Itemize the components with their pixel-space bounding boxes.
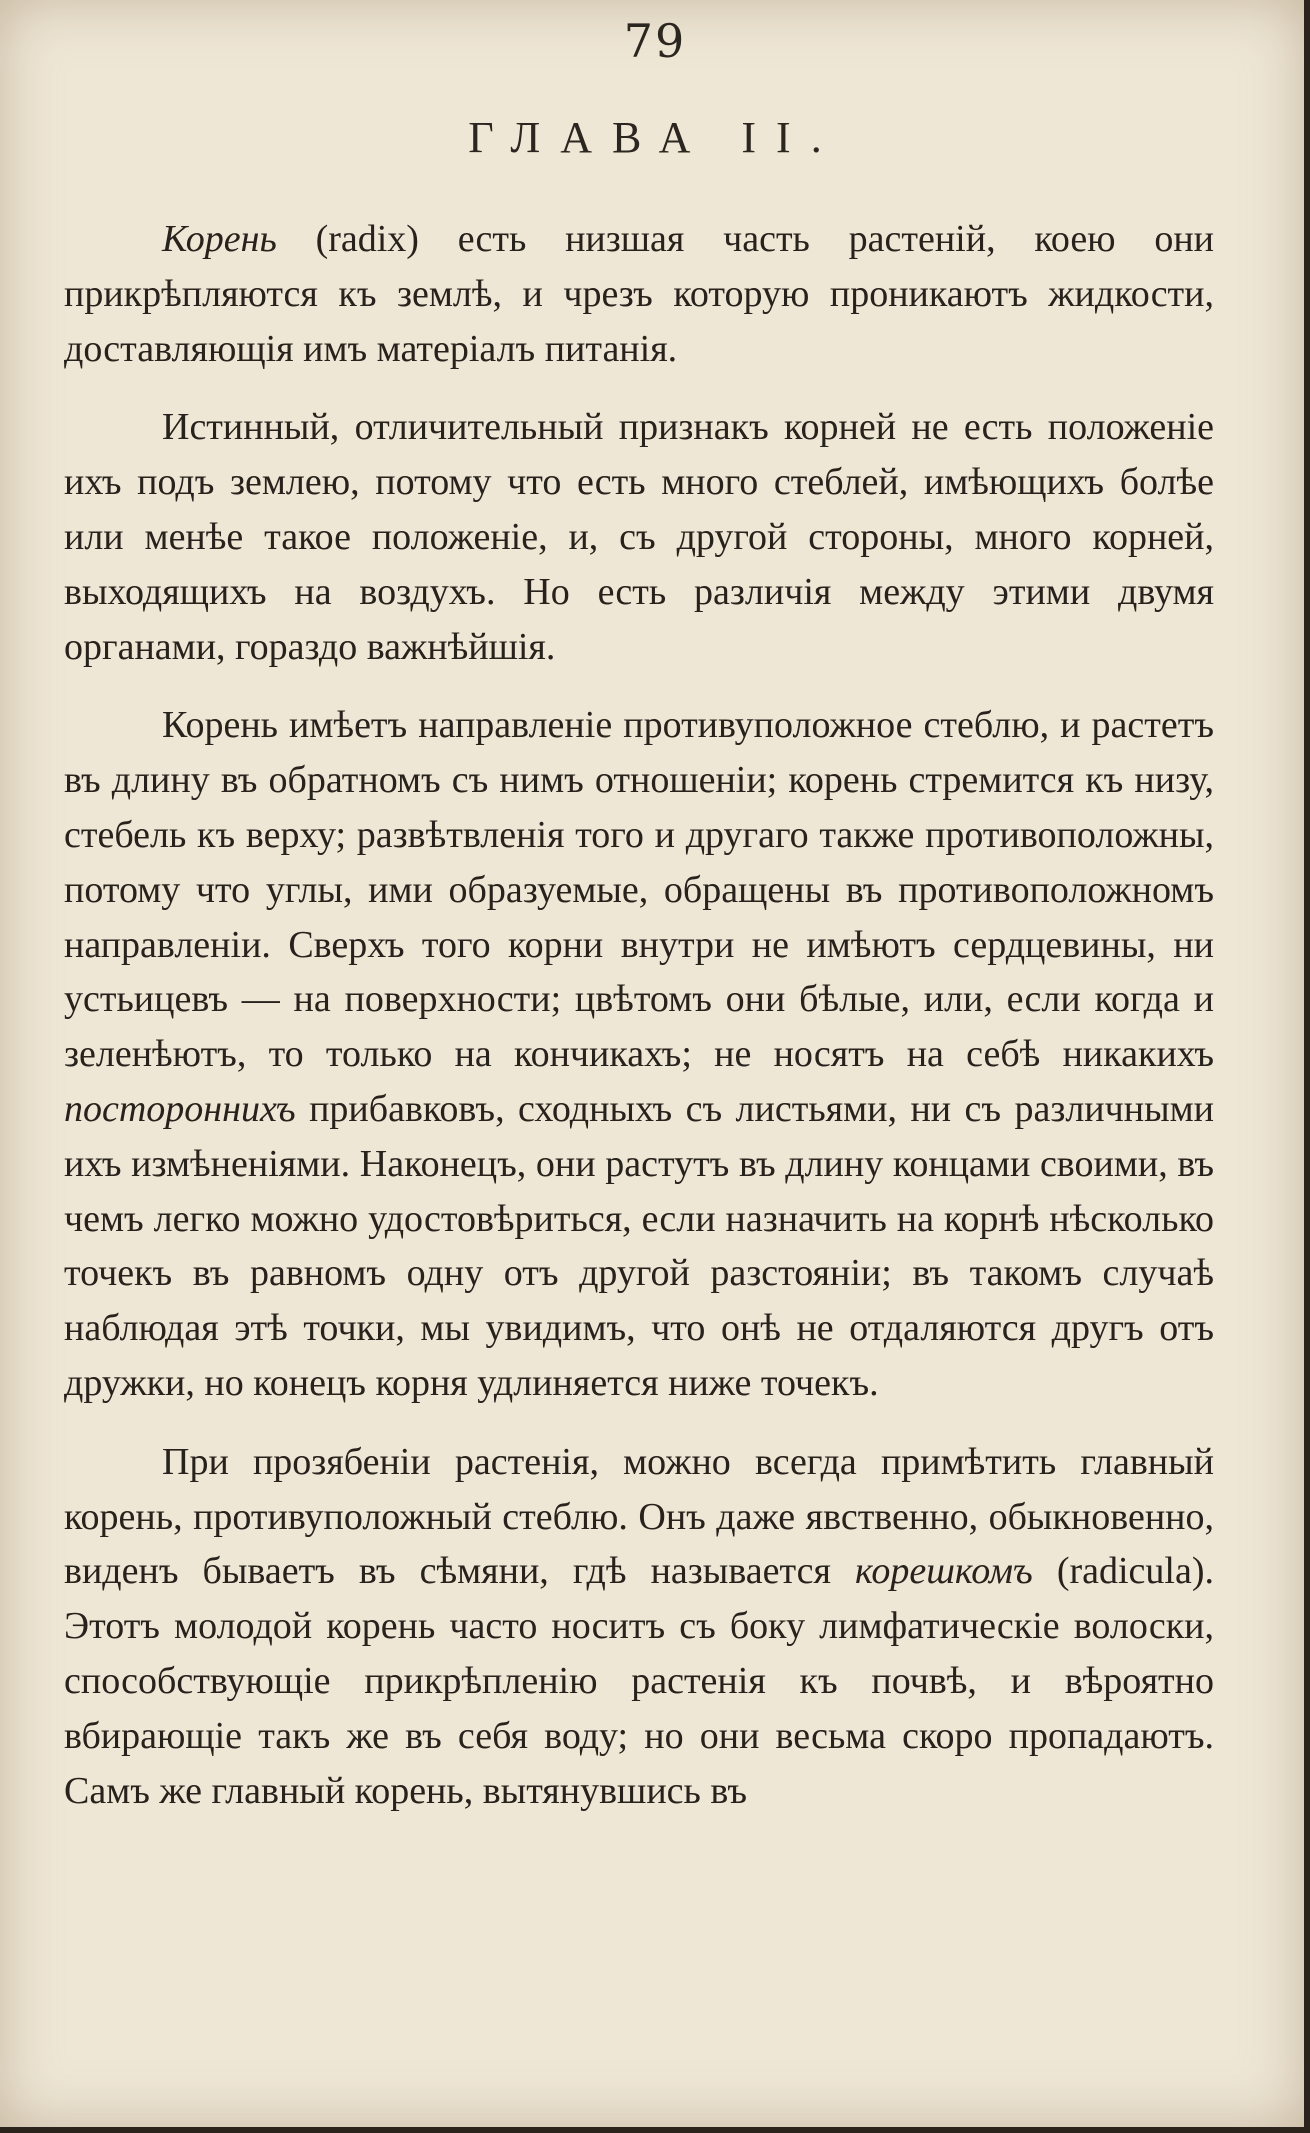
paragraph-4-text-a: При прозябеніи растенія, можно всегда примѣтить главный корень, противуположный стеблю. Онъ даже явственно, обыкновенно, виденъ бываетъ въ сѣмяни, гдѣ называется (64, 1440, 1214, 1593)
body-text (64, 212, 1214, 1818)
term-koren: Корень (162, 218, 277, 260)
chapter-heading: ГЛАВА II. (468, 113, 842, 162)
term-postoronnikh: постороннихъ (64, 1087, 296, 1130)
term-koreshkom: корешкомъ (855, 1550, 1033, 1593)
page-number: 79 (623, 14, 687, 68)
paragraph-4 (64, 1435, 1214, 1819)
paragraph-2-text: Истинный, отличительный признакъ корней не есть положеніе ихъ подъ землею, потому что есть много стеблей, имѣющихъ болѣе или менѣе такое положеніе, и, съ другой стороны, много корней, выходящихъ на воздухъ. Но есть различія между этими двумя органами, гораздо важнѣйшія. (64, 406, 1214, 668)
paragraph-3-text-b: прибавковъ, сходныхъ съ листьями, ни съ различными ихъ измѣненіями. Наконецъ, они растутъ въ длину концами своими, въ чемъ легко можно удостовѣриться, если назначить на корнѣ нѣсколько точекъ въ равномъ одну отъ другой разстояніи; въ такомъ случаѣ наблюдая этѣ точки, мы увидимъ, что онѣ не отдаляются другъ отъ дружки, но конецъ корня удлиняется ниже точекъ. (64, 1087, 1214, 1404)
paragraph-2 (64, 400, 1214, 674)
paragraph-3 (64, 698, 1214, 1410)
paragraph-4-text-b: (radicula). Этотъ молодой корень часто носитъ съ боку лимфатическіе волоски, способствующіе прикрѣпленію растенія къ почвѣ, и вѣроятно вбирающіе такъ же въ себя воду; но они весьма скоро пропадаютъ. Самъ же главный корень, вытянувшись въ (64, 1550, 1214, 1812)
paragraph-1-text: (radix) есть низшая часть растеній, коею они прикрѣпляются къ землѣ, и чрезъ которую проникаютъ жидкости, доставляющія имъ матеріалъ питанія. (64, 218, 1214, 370)
paragraph-3-text-a: Корень имѣетъ направленіе противуположное стеблю, и растетъ въ длину въ обратномъ съ нимъ отношеніи; корень стремится къ низу, стебель къ верху; развѣтвленія того и другаго также противоположны, потому что углы, ими образуемые, обращены въ противоположномъ направленіи. Сверхъ того корни внутри не имѣютъ сердцевины, ни устьицевъ — на поверхности; цвѣтомъ они бѣлые, или, если когда и зеленѣютъ, то только на кончикахъ; не носятъ на себѣ никакихъ (64, 704, 1214, 1076)
paragraph-1 (64, 212, 1214, 376)
